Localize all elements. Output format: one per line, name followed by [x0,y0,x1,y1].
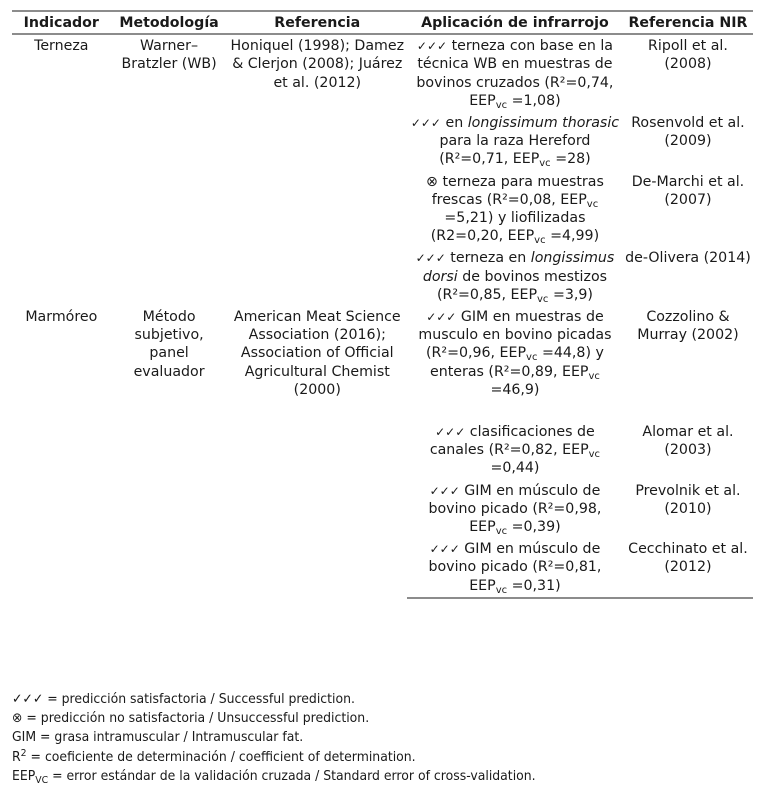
metodologia-cell: Warner–Bratzler (WB) [121,38,217,73]
referencia-nir-cell: Prevolnik et al. (2010) [635,482,741,517]
footnote-gim: GIM = grasa intramuscular / Intramuscular fat. [12,730,304,746]
footnote-successful: ✓✓✓ = predicción satisfactoria / Successful prediction. [12,692,355,707]
header-referencia: Referencia [228,11,407,34]
aplicacion-cell: ✓✓✓ GIM en músculo de bovino picado (R²=0,98, $EEP_{vc} =0,39$) [428,482,602,538]
table-row [12,306,753,421]
circled-times-icon: ⊗ [426,173,438,190]
referencia-cell: American Meat Science Association (2016); Association of Official Agricultural Chemist (2000) [233,309,401,398]
check-mark-icon: ✓✓✓ [426,310,457,325]
referencia-nir-cell: Cecchinato et al. (2012) [623,538,753,598]
referencia-nir-cell: Rosenvold et al. (2009) [631,115,745,150]
referencia-nir-cell: Ripoll et al. (2008) [648,38,728,73]
referencia-cell: Honiquel (1998); Damez & Clerjon (2008); Juárez et al. (2012) [230,38,405,91]
indicador-cell: Marmóreo [25,309,98,326]
aplicacion-cell: ✓✓✓ GIM en músculo de bovino picado (R²=0,81, $EEP_{vc} =0,31$) [407,538,623,598]
metodologia-cell: Método subjetivo, panel evaluador [133,309,205,380]
check-mark-icon: ✓✓✓ [435,425,466,440]
indicador-cell: Terneza [34,38,89,55]
footnote-unsuccessful: ⊗ = predicción no satisfactoria / Unsuccessful prediction. [12,711,370,727]
header-referencia-nir: Referencia NIR [623,11,753,34]
check-mark-icon: ✓✓✓ [416,39,448,54]
footnote-eep: $EEP_{VC}$ = error estándar de la validación cruzada / Standard error of cross-validation. [12,768,536,786]
check-mark-icon: ✓✓✓ [415,251,446,266]
check-mark-icon: ✓✓✓ [429,542,460,557]
table-row [12,34,753,112]
footnote-r2: $R^2$ = coeficiente de determinación / coefficient of determination. [12,747,416,765]
check-mark-icon: ✓✓✓ [410,116,441,131]
header-indicador: Indicador [12,11,111,34]
table-footnotes [12,690,719,786]
aplicacion-cell: ✓✓✓ en longissimum thorasic para la raza Hereford (R²=0,71, $EEP_{vc} =28$) [410,115,620,170]
header-row [12,11,753,34]
aplicacion-cell: ✓✓✓ GIM en muestras de musculo en bovino picadas (R²=0,96, $EEP_{vc} =44,8$) y enteras (R²=0,89, $EEP_{vc} =46,9$) [418,309,612,398]
aplicacion-cell: ⊗ terneza para muestras frescas (R²=0,08, $EEP_{vc} =5,21$) y liofilizadas (R2=0,20, $EEP_{vc} =4,99$) [426,173,604,247]
aplicacion-cell: ✓✓✓ terneza con base en la técnica WB en muestras de bovinos cruzados (R²=0,74, $EEP_{vc} =1,08$) [416,38,614,111]
header-metodologia: Metodología [111,11,228,34]
data-table [12,10,753,599]
referencia-nir-cell: Cozzolino & Murray (2002) [637,309,739,344]
aplicacion-cell: ✓✓✓ clasificaciones de canales (R²=0,82, $EEP_{vc} =0,44$) [429,424,601,477]
referencia-nir-cell: De-Marchi et al. (2007) [631,173,745,208]
check-mark-icon: ✓✓✓ [429,483,460,498]
referencia-nir-cell: de-Olivera (2014) [625,250,751,267]
header-aplicacion: Aplicación de infrarrojo [407,11,623,34]
referencia-nir-cell: Alomar et al. (2003) [642,424,734,459]
aplicacion-cell: ✓✓✓ terneza en longissimus dorsi de bovinos mestizos (R²=0,85, $EEP_{vc} =3,9$) [415,250,615,305]
